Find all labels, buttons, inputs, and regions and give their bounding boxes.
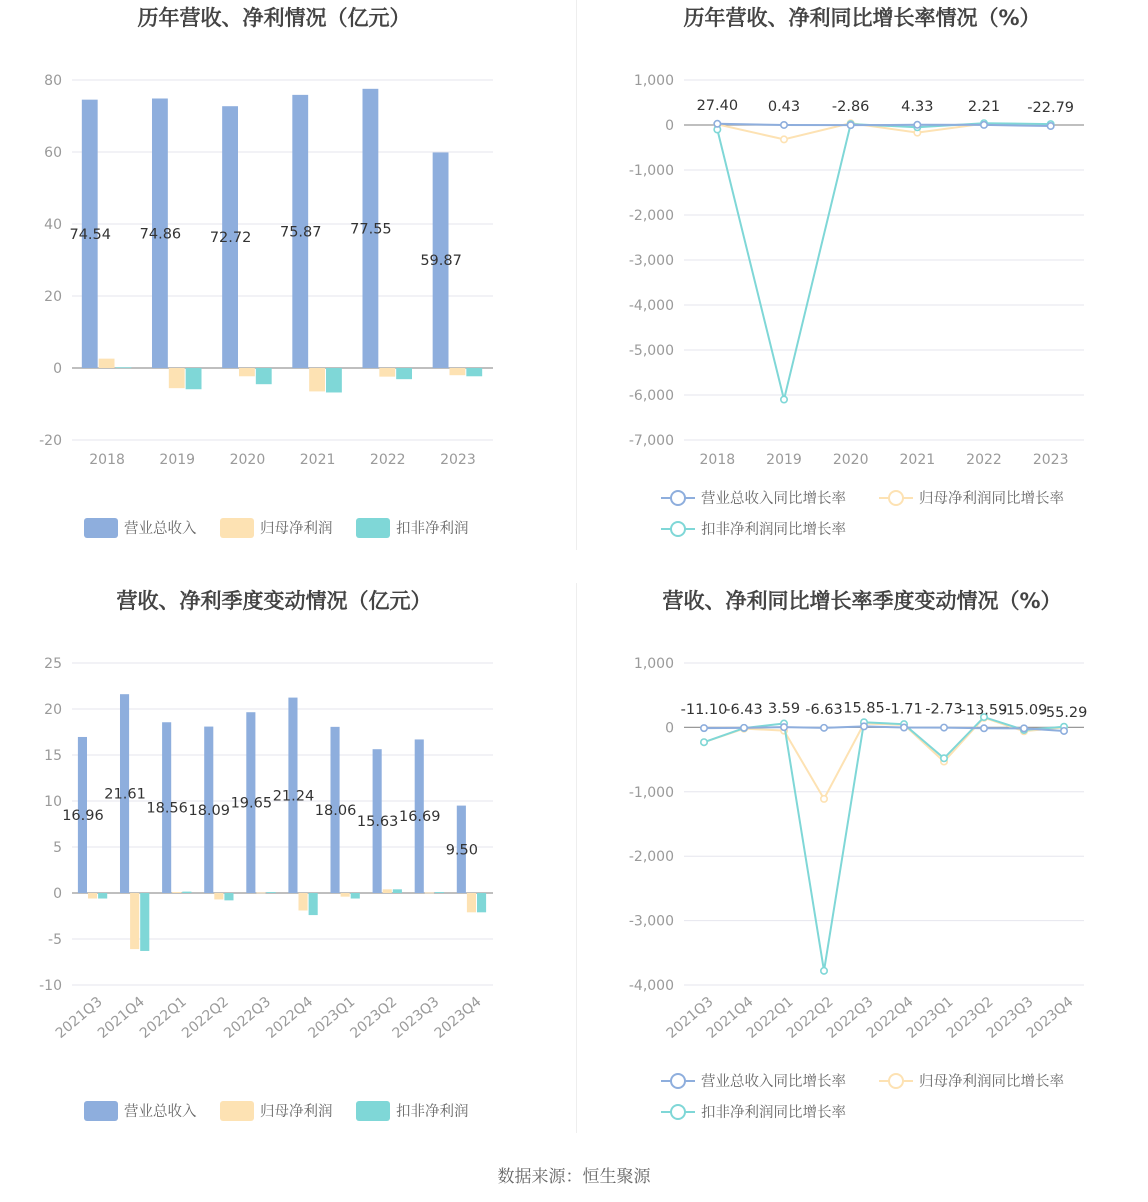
y-tick-label: 25 xyxy=(44,656,62,672)
x-tick-label: 2018 xyxy=(89,452,125,468)
bar-data-label: 16.69 xyxy=(398,809,441,826)
series-point xyxy=(1021,725,1027,731)
y-tick-label: -5,000 xyxy=(628,343,674,359)
bar-data-label: 15.63 xyxy=(356,814,399,831)
bar-deducted-profit xyxy=(326,368,342,392)
y-tick-label: 0 xyxy=(53,361,62,377)
bar-parent-profit xyxy=(88,893,97,899)
bar-parent-profit xyxy=(298,893,307,910)
bar-deducted-profit xyxy=(224,893,233,900)
y-tick-label: -3,000 xyxy=(628,913,674,930)
bar-data-label: 9.50 xyxy=(445,842,478,859)
chart-quarterly-growth-rate xyxy=(577,583,1148,1143)
bar-parent-profit xyxy=(383,889,392,893)
bar-data-label: 74.54 xyxy=(69,226,112,243)
x-tick-label: 2022Q1 xyxy=(136,993,190,1042)
y-tick-label: 60 xyxy=(44,145,62,161)
bar-parent-profit xyxy=(130,893,139,949)
legend-label: 营业总收入 xyxy=(124,521,197,537)
legend-marker xyxy=(889,491,903,505)
y-tick-label: 0 xyxy=(665,118,674,134)
series-point xyxy=(861,723,867,729)
bar-deducted-profit xyxy=(140,893,149,951)
legend-label: 营业总收入 xyxy=(124,1104,197,1120)
legend-label: 扣非净利润 xyxy=(396,1104,469,1120)
bar-parent-profit xyxy=(214,893,223,899)
x-tick-label: 2022 xyxy=(966,452,1002,468)
legend-label: 扣非净利润同比增长率 xyxy=(701,522,846,538)
bar-parent-profit xyxy=(169,368,185,388)
legend-swatch xyxy=(220,518,254,538)
line-data-label: 27.40 xyxy=(696,97,739,114)
series-line xyxy=(704,718,1064,799)
chart-title: 历年营收、净利情况（亿元） xyxy=(137,6,411,30)
chart-svg xyxy=(0,583,576,1143)
legend-swatch xyxy=(356,1101,390,1121)
y-tick-label: -10 xyxy=(39,978,62,994)
bar-data-label: 72.72 xyxy=(209,230,252,247)
y-tick-label: -4,000 xyxy=(628,298,674,314)
series-point xyxy=(714,121,720,127)
x-tick-label: 2019 xyxy=(159,452,196,468)
series-point xyxy=(701,725,707,731)
bar-data-label: 16.96 xyxy=(62,807,104,824)
chart-svg xyxy=(577,0,1148,560)
line-data-label: 2.21 xyxy=(967,98,1001,115)
x-tick-label: 2023Q1 xyxy=(305,993,359,1042)
legend-label: 营业总收入同比增长率 xyxy=(701,1074,846,1090)
x-tick-label: 2022Q2 xyxy=(179,993,232,1042)
x-tick-label: 2022 xyxy=(369,452,406,468)
bar-parent-profit xyxy=(309,368,325,391)
y-tick-label: -6,000 xyxy=(628,388,674,404)
line-data-label: -55.29 xyxy=(1040,704,1088,721)
bar-data-label: 59.87 xyxy=(420,253,462,270)
series-point xyxy=(781,724,787,730)
x-tick-label: 2023Q3 xyxy=(983,993,1037,1042)
legend-swatch xyxy=(356,518,390,538)
y-tick-label: -20 xyxy=(39,433,62,449)
series-point xyxy=(981,725,987,731)
bar-data-label: 19.65 xyxy=(230,795,273,812)
x-tick-label: 2023 xyxy=(440,452,476,468)
bar-deducted-profit xyxy=(393,889,402,893)
line-data-label: 15.85 xyxy=(843,700,885,717)
x-tick-label: 2020 xyxy=(229,452,266,468)
bar-parent-profit xyxy=(239,368,255,376)
x-tick-label: 2022Q4 xyxy=(863,993,917,1042)
line-data-label: 3.59 xyxy=(767,701,801,718)
x-tick-label: 2023Q1 xyxy=(903,993,957,1042)
bar-data-label: 74.86 xyxy=(139,226,182,243)
series-point xyxy=(781,136,787,142)
legend-label: 扣非净利润 xyxy=(396,521,469,537)
bar-deducted-profit xyxy=(435,892,444,893)
bar-parent-profit xyxy=(467,893,476,912)
legend-label: 归母净利润同比增长率 xyxy=(919,1074,1064,1090)
series-point xyxy=(821,968,827,974)
bar-deducted-profit xyxy=(309,893,318,915)
series-point xyxy=(781,122,787,128)
x-tick-label: 2021Q3 xyxy=(663,993,717,1042)
x-tick-label: 2022Q3 xyxy=(221,993,275,1042)
x-tick-label: 2021 xyxy=(299,452,336,468)
bar-data-label: 18.09 xyxy=(188,802,231,819)
series-point xyxy=(901,724,907,730)
bar-deducted-profit xyxy=(477,893,486,912)
bar-data-label: 18.56 xyxy=(146,800,188,817)
bar-data-label: 18.06 xyxy=(314,802,357,819)
series-point xyxy=(981,122,987,128)
x-tick-label: 2023Q2 xyxy=(943,993,997,1042)
y-tick-label: -1,000 xyxy=(628,784,674,801)
bar-parent-profit xyxy=(341,893,350,897)
x-tick-label: 2022Q2 xyxy=(783,993,837,1042)
chart-svg xyxy=(0,0,576,560)
line-data-label: -2.73 xyxy=(925,701,963,718)
y-tick-label: -3,000 xyxy=(628,253,674,269)
series-point xyxy=(847,122,853,128)
series-point xyxy=(821,725,827,731)
y-tick-label: 20 xyxy=(44,289,62,305)
x-tick-label: 2021Q4 xyxy=(703,993,757,1042)
x-tick-label: 2023Q2 xyxy=(347,993,401,1042)
bar-data-label: 77.55 xyxy=(350,221,392,238)
series-point xyxy=(941,724,947,730)
bar-parent-profit xyxy=(425,893,434,894)
legend-marker xyxy=(671,1105,685,1119)
legend-label: 归母净利润 xyxy=(260,1104,333,1120)
y-tick-label: 15 xyxy=(44,748,62,764)
x-tick-label: 2023 xyxy=(1032,452,1069,468)
bar-deducted-profit xyxy=(351,893,360,899)
x-tick-label: 2019 xyxy=(766,452,802,468)
x-tick-label: 2021 xyxy=(899,452,936,468)
line-data-label: -11.10 xyxy=(680,702,728,719)
x-tick-label: 2021Q4 xyxy=(94,993,148,1042)
bar-deducted-profit xyxy=(396,368,412,379)
series-point xyxy=(1047,123,1053,129)
divider-bottom xyxy=(576,583,577,1133)
series-point xyxy=(941,755,947,761)
line-data-label: 4.33 xyxy=(901,98,934,115)
bar-deducted-profit xyxy=(256,368,272,384)
y-tick-label: -2,000 xyxy=(628,849,674,866)
bar-parent-profit xyxy=(172,892,181,893)
bar-deducted-profit xyxy=(98,893,107,899)
chart-quarterly-revenue-profit xyxy=(0,583,576,1143)
legend-swatch xyxy=(220,1101,254,1121)
y-tick-label: -1,000 xyxy=(628,163,674,179)
x-tick-label: 2022Q3 xyxy=(823,993,877,1042)
bar-data-label: 21.61 xyxy=(104,786,146,803)
x-tick-label: 2023Q4 xyxy=(431,993,485,1042)
bar-deducted-profit xyxy=(267,892,276,893)
series-point xyxy=(701,739,707,745)
legend-marker xyxy=(671,491,685,505)
y-tick-label: 0 xyxy=(665,720,674,737)
y-tick-label: -2,000 xyxy=(628,208,674,224)
series-line xyxy=(704,717,1064,971)
line-data-label: -2.86 xyxy=(831,99,870,116)
divider-top xyxy=(576,0,577,550)
series-point xyxy=(821,796,827,802)
y-tick-label: -5 xyxy=(48,932,62,948)
bar-parent-profit xyxy=(99,359,115,368)
chart-annual-revenue-profit xyxy=(0,0,576,560)
legend-marker xyxy=(671,522,685,536)
line-data-label: -13.59 xyxy=(960,702,1008,719)
legend-label: 营业总收入同比增长率 xyxy=(701,491,846,507)
legend-marker xyxy=(889,1074,903,1088)
y-tick-label: -7,000 xyxy=(628,433,674,449)
bar-deducted-profit xyxy=(186,368,202,389)
y-tick-label: -4,000 xyxy=(628,978,674,994)
line-data-label: 0.43 xyxy=(767,98,801,115)
line-data-label: -1.71 xyxy=(885,701,923,718)
data-source-note: 数据来源：恒生聚源 xyxy=(497,1167,651,1187)
legend-swatch xyxy=(84,1101,118,1121)
bar-parent-profit xyxy=(379,368,395,377)
bar-deducted-profit xyxy=(466,368,482,376)
series-point xyxy=(1061,728,1067,734)
x-tick-label: 2020 xyxy=(832,452,869,468)
bar-data-label: 75.87 xyxy=(279,224,322,241)
bar-deducted-profit xyxy=(116,367,132,368)
y-tick-label: 0 xyxy=(53,886,62,902)
y-tick-label: 5 xyxy=(53,840,62,856)
legend-marker xyxy=(671,1074,685,1088)
series-point xyxy=(914,122,920,128)
x-tick-label: 2021Q3 xyxy=(52,993,106,1042)
bar-data-label: 21.24 xyxy=(272,788,315,805)
x-tick-label: 2022Q4 xyxy=(263,993,317,1042)
line-data-label: -6.63 xyxy=(805,701,843,718)
y-tick-label: 20 xyxy=(44,702,62,718)
series-line xyxy=(717,123,1050,399)
line-data-label: -6.43 xyxy=(725,701,763,718)
x-tick-label: 2023Q4 xyxy=(1023,993,1077,1042)
y-tick-label: 10 xyxy=(44,794,62,810)
legend-label: 归母净利润 xyxy=(260,521,333,537)
y-tick-label: 40 xyxy=(44,217,62,233)
bar-parent-profit xyxy=(449,368,465,375)
x-tick-label: 2023Q3 xyxy=(389,993,443,1042)
x-tick-label: 2018 xyxy=(699,452,736,468)
line-data-label: -22.79 xyxy=(1027,100,1075,117)
chart-annual-growth-rate xyxy=(577,0,1148,560)
chart-title: 营收、净利季度变动情况（亿元） xyxy=(116,589,432,613)
chart-title: 历年营收、净利同比增长率情况（%） xyxy=(683,6,1041,30)
line-data-label: -15.09 xyxy=(1000,702,1048,719)
y-tick-label: 80 xyxy=(44,73,62,89)
chart-svg xyxy=(577,583,1148,1143)
series-point xyxy=(781,396,787,402)
y-tick-label: 1,000 xyxy=(633,656,674,672)
legend-label: 扣非净利润同比增长率 xyxy=(701,1105,846,1121)
series-point xyxy=(741,725,747,731)
legend-label: 归母净利润同比增长率 xyxy=(919,491,1064,507)
bar-parent-profit xyxy=(256,893,265,894)
chart-title: 营收、净利同比增长率季度变动情况（%） xyxy=(662,589,1062,613)
legend-swatch xyxy=(84,518,118,538)
x-tick-label: 2022Q1 xyxy=(743,993,797,1042)
y-tick-label: 1,000 xyxy=(633,73,674,89)
bar-deducted-profit xyxy=(182,892,191,893)
